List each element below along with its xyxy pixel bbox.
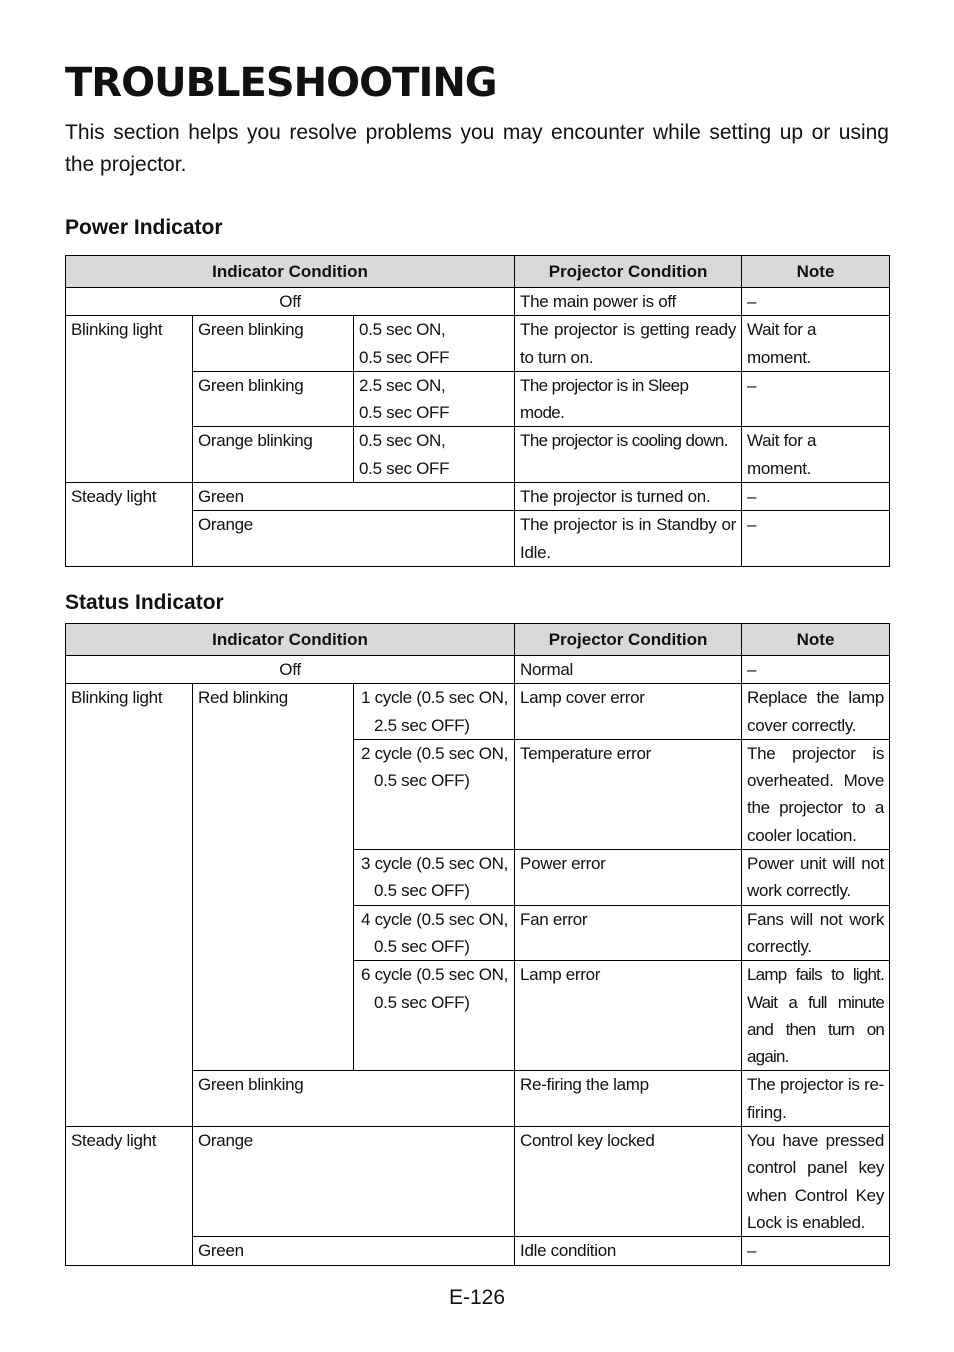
projector-condition: Temperature error [515, 739, 742, 849]
table-row [66, 288, 890, 316]
note: You have pressed control panel key when Control Key Lock is enabled. [742, 1127, 890, 1237]
status-indicator-table [65, 623, 890, 1266]
indicator-cycle: 3 cycle (0.5 sec ON, 0.5 sec OFF) [354, 850, 515, 906]
table-header-row [66, 624, 890, 656]
projector-condition: Re-firing the lamp [515, 1071, 742, 1127]
projector-condition: Control key locked [515, 1127, 742, 1237]
indicator-color: Orange blinking [193, 427, 354, 483]
projector-condition: Lamp error [515, 961, 742, 1071]
indicator-color: Orange [193, 511, 515, 567]
page-title: TROUBLESHOOTING [65, 60, 497, 106]
projector-condition: Power error [515, 850, 742, 906]
indicator-timing: 0.5 sec ON, 0.5 sec OFF [354, 316, 515, 372]
page-number: E-126 [448, 1286, 506, 1309]
table-header-row [66, 256, 890, 288]
indicator-color: Orange [193, 1127, 515, 1237]
indicator-red-blinking: Red blinking [193, 684, 354, 1071]
note: The projector is overheated. Move the projector to a cooler location. [742, 739, 890, 849]
indicator-cycle: 1 cycle (0.5 sec ON, 2.5 sec OFF) [354, 684, 515, 740]
table-row [66, 656, 890, 684]
projector-condition: The projector is turned on. [515, 483, 742, 511]
header-note: Note [742, 624, 890, 656]
status-indicator-heading: Status Indicator [65, 591, 224, 614]
indicator-cycle: 2 cycle (0.5 sec ON, 0.5 sec OFF) [354, 739, 515, 849]
header-projector-condition: Projector Condition [515, 256, 742, 288]
note: – [742, 511, 890, 567]
power-indicator-heading: Power Indicator [65, 216, 223, 239]
note: – [742, 483, 890, 511]
indicator-off: Off [66, 288, 515, 316]
table-row [66, 684, 890, 740]
power-indicator-table [65, 255, 890, 567]
header-indicator-condition: Indicator Condition [66, 256, 515, 288]
note: Power unit will not work correctly. [742, 850, 890, 906]
indicator-blinking-light: Blinking light [66, 316, 193, 483]
table-row [66, 316, 890, 372]
indicator-timing: 0.5 sec ON, 0.5 sec OFF [354, 427, 515, 483]
note: Wait for a moment. [742, 427, 890, 483]
header-projector-condition: Projector Condition [515, 624, 742, 656]
projector-condition: The projector is in Standby or Idle. [515, 511, 742, 567]
projector-condition: The projector is cooling down. [515, 427, 742, 483]
header-indicator-condition: Indicator Condition [66, 624, 515, 656]
indicator-cycle: 6 cycle (0.5 sec ON, 0.5 sec OFF) [354, 961, 515, 1071]
header-note: Note [742, 256, 890, 288]
intro-paragraph: This section helps you resolve problems you may encounter while setting up or using the projector. [65, 121, 889, 176]
indicator-color: Green blinking [193, 316, 354, 372]
note: Wait for a moment. [742, 316, 890, 372]
indicator-steady-light: Steady light [66, 483, 193, 567]
projector-condition: The main power is off [515, 288, 742, 316]
projector-condition: Fan error [515, 905, 742, 961]
indicator-color: Green [193, 1237, 515, 1265]
note: The projector is re-firing. [742, 1071, 890, 1127]
indicator-timing: 2.5 sec ON, 0.5 sec OFF [354, 371, 515, 427]
projector-condition: The projector is getting ready to turn on. [515, 316, 742, 372]
note: – [742, 656, 890, 684]
indicator-cycle: 4 cycle (0.5 sec ON, 0.5 sec OFF) [354, 905, 515, 961]
indicator-blinking-light: Blinking light [66, 684, 193, 1127]
note: Replace the lamp cover correctly. [742, 684, 890, 740]
table-row [66, 483, 890, 511]
indicator-color: Green [193, 483, 515, 511]
indicator-off: Off [66, 656, 515, 684]
table-row [66, 1127, 890, 1237]
note: Lamp fails to light. Wait a full minute and then turn on again. [742, 961, 890, 1071]
projector-condition: Idle condition [515, 1237, 742, 1265]
indicator-steady-light: Steady light [66, 1127, 193, 1265]
note: – [742, 371, 890, 427]
note: Fans will not work correctly. [742, 905, 890, 961]
projector-condition: The projector is in Sleep mode. [515, 371, 742, 427]
note: – [742, 1237, 890, 1265]
projector-condition: Lamp cover error [515, 684, 742, 740]
indicator-color: Green blinking [193, 371, 354, 427]
projector-condition: Normal [515, 656, 742, 684]
note: – [742, 288, 890, 316]
indicator-green-blinking: Green blinking [193, 1071, 515, 1127]
